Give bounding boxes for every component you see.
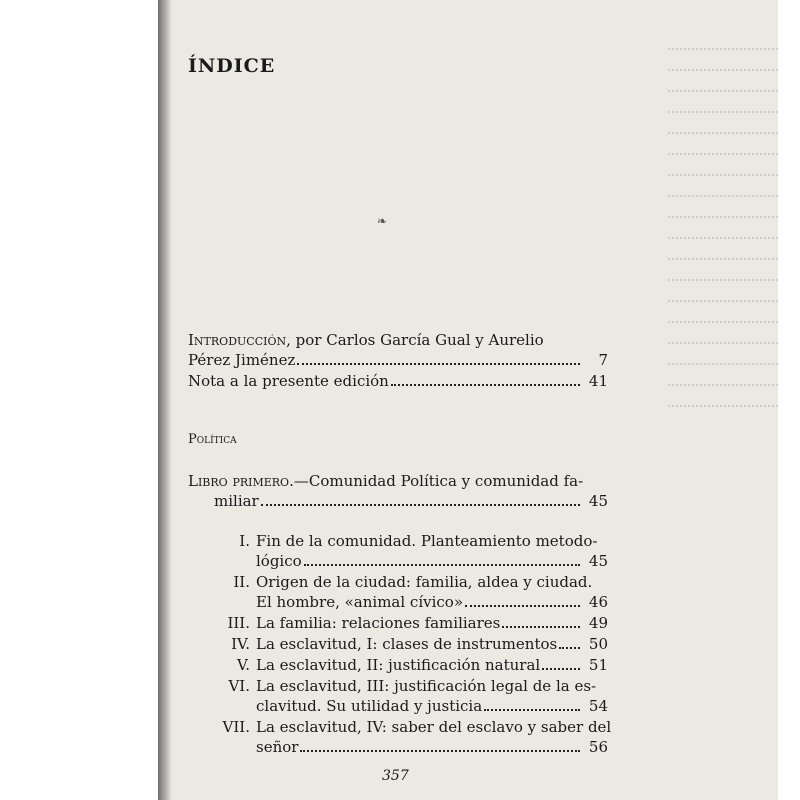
page-number: 7	[598, 351, 608, 369]
chapter-title: La familia: relaciones familiares	[256, 614, 501, 632]
page-folio-number: 357	[382, 768, 409, 784]
chapter-number: III.	[227, 614, 250, 632]
page-number: 50	[588, 635, 608, 653]
page-number: 45	[588, 492, 608, 510]
toc-chapter-7-line1	[198, 717, 611, 737]
chapter-number: I.	[239, 532, 250, 550]
page-number: 56	[588, 738, 608, 756]
book-page	[158, 0, 778, 800]
toc-libro-line2: miliar	[214, 492, 259, 510]
chapter-title-cont: señor	[256, 738, 299, 756]
show-through-text	[668, 30, 778, 730]
toc-chapter-6-line1	[198, 676, 596, 696]
chapter-number: V.	[237, 656, 250, 674]
toc-nota-text: Nota a la presente edición	[188, 372, 389, 390]
chapter-title: Origen de la ciudad: familia, aldea y ciudad.	[256, 573, 593, 591]
page-number: 41	[588, 372, 608, 390]
chapter-title: Fin de la comunidad. Planteamiento metodo-	[256, 532, 598, 550]
leader-dots	[559, 634, 580, 649]
leader-dots	[542, 655, 580, 670]
ornament-icon: ❧	[377, 214, 388, 228]
chapter-title: La esclavitud, I: clases de instrumentos	[256, 635, 558, 653]
toc-chapter-4[interactable]	[198, 634, 608, 654]
chapter-title-cont: lógico	[256, 552, 302, 570]
toc-libro-label: Libro primero.	[188, 472, 294, 490]
page-number: 46	[588, 593, 608, 611]
chapter-title: La esclavitud, III: justificación legal de la es-	[256, 677, 597, 695]
toc-chapter-7[interactable]	[256, 737, 608, 757]
toc-entry-libro[interactable]	[214, 491, 608, 511]
toc-intro-line1	[188, 330, 544, 350]
toc-chapter-6[interactable]	[256, 696, 608, 716]
toc-intro-text: por Carlos García Gual y Aurelio	[295, 331, 544, 349]
page-number: 49	[588, 614, 608, 632]
chapter-title-cont: El hombre, «animal cívico»	[256, 593, 464, 611]
leader-dots	[465, 592, 580, 607]
toc-libro-line1	[188, 471, 583, 491]
leader-dots	[391, 371, 580, 386]
chapter-number: VII.	[222, 718, 250, 736]
toc-chapter-2-line1	[198, 572, 592, 592]
page-number: 45	[588, 552, 608, 570]
toc-chapter-5[interactable]	[198, 655, 608, 675]
page-number: 51	[588, 656, 608, 674]
chapter-number: IV.	[231, 635, 250, 653]
leader-dots	[261, 491, 580, 506]
page-number: 54	[588, 697, 608, 715]
toc-intro-line2: Pérez Jiménez	[188, 351, 296, 369]
toc-libro-text: —Comunidad Política y comunidad fa-	[293, 472, 584, 490]
toc-intro-label: Introducción,	[188, 331, 291, 349]
toc-entry-intro[interactable]	[188, 350, 608, 370]
leader-dots	[484, 696, 580, 711]
page-title: ÍNDICE	[188, 55, 276, 77]
chapter-number: II.	[233, 573, 250, 591]
chapter-number: VI.	[228, 677, 250, 695]
toc-entry-nota[interactable]	[188, 371, 608, 391]
page-spine-shadow	[158, 0, 172, 800]
toc-chapter-2[interactable]	[256, 592, 608, 612]
leader-dots	[502, 613, 580, 628]
toc-chapter-1-line1	[198, 531, 597, 551]
chapter-title: La esclavitud, II: justificación natural	[256, 656, 541, 674]
toc-chapter-3[interactable]	[198, 613, 608, 633]
leader-dots	[300, 737, 580, 752]
section-heading: Política	[188, 432, 237, 447]
chapter-title: La esclavitud, IV: saber del esclavo y saber del	[256, 718, 612, 736]
leader-dots	[304, 551, 580, 566]
chapter-title-cont: clavitud. Su utilidad y justicia	[256, 697, 483, 715]
toc-chapter-1[interactable]	[256, 551, 608, 571]
leader-dots	[297, 350, 580, 365]
